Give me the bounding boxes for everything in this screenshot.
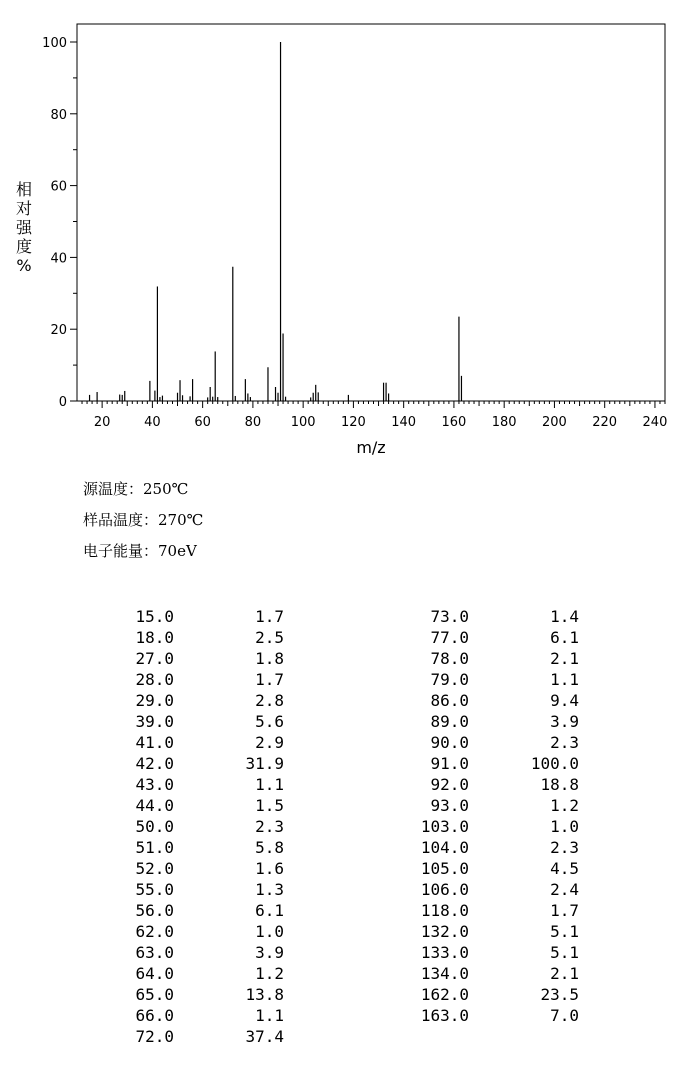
peak-mz: 44.0 — [135, 796, 174, 815]
y-tick-label-20: 20 — [50, 323, 67, 339]
x-axis-title: m/z — [356, 438, 386, 457]
peak-mz: 133.0 — [420, 943, 469, 962]
x-tick-label-100: 100 — [290, 415, 316, 430]
y-tick-label-40: 40 — [50, 251, 67, 267]
peak-mz: 28.0 — [135, 670, 174, 689]
peak-mz: 78.0 — [430, 649, 469, 668]
peak-abundance: 2.3 — [550, 733, 579, 752]
peak-abundance: 1.7 — [255, 670, 284, 689]
y-tick-label-80: 80 — [50, 107, 67, 123]
acquisition-conditions — [83, 474, 203, 567]
peak-abundance: 1.7 — [255, 607, 284, 626]
peak-abundance: 1.2 — [255, 964, 284, 983]
peak-mz: 91.0 — [430, 754, 469, 773]
peak-abundance: 5.8 — [255, 838, 284, 857]
peak-mz: 29.0 — [135, 691, 174, 710]
peak-abundance: 23.5 — [540, 985, 579, 1004]
peak-abundance: 2.8 — [255, 691, 284, 710]
peak-abundance: 2.3 — [550, 838, 579, 857]
peak-mz: 65.0 — [135, 985, 174, 1004]
peak-mz: 73.0 — [430, 607, 469, 626]
electron-energy-value: 70eV — [158, 542, 197, 560]
peak-abundance: 2.5 — [255, 628, 284, 647]
peak-mz: 42.0 — [135, 754, 174, 773]
peak-abundance: 2.1 — [550, 649, 579, 668]
electron-energy — [83, 536, 203, 567]
peak-mz: 66.0 — [135, 1006, 174, 1025]
peak-abundance: 1.1 — [255, 1006, 284, 1025]
x-tick-label-240: 240 — [642, 415, 668, 430]
peak-abundance: 2.1 — [550, 964, 579, 983]
peak-abundance: 100.0 — [530, 754, 579, 773]
peak-mz: 118.0 — [420, 901, 469, 920]
peak-mz: 15.0 — [135, 607, 174, 626]
peak-abundance: 4.5 — [550, 859, 579, 878]
peak-mz: 106.0 — [420, 880, 469, 899]
peak-abundance: 2.4 — [550, 880, 579, 899]
peak-mz: 55.0 — [135, 880, 174, 899]
peak-abundance: 2.3 — [255, 817, 284, 836]
peak-mz: 163.0 — [420, 1006, 469, 1025]
x-tick-label-60: 60 — [194, 415, 211, 430]
x-tick-label-140: 140 — [391, 415, 417, 430]
peak-abundance: 1.0 — [550, 817, 579, 836]
peak-abundance: 3.9 — [550, 712, 579, 731]
peak-mz: 51.0 — [135, 838, 174, 857]
peak-abundance: 1.6 — [255, 859, 284, 878]
x-tick-label-120: 120 — [340, 415, 366, 430]
peak-abundance: 2.9 — [255, 733, 284, 752]
peak-mz: 50.0 — [135, 817, 174, 836]
peak-mz: 162.0 — [420, 985, 469, 1004]
peak-mz: 64.0 — [135, 964, 174, 983]
peak-mz: 62.0 — [135, 922, 174, 941]
peak-mz: 56.0 — [135, 901, 174, 920]
x-tick-label-220: 220 — [592, 415, 618, 430]
peak-abundance: 1.1 — [255, 775, 284, 794]
y-tick-label-60: 60 — [50, 179, 67, 195]
x-tick-label-20: 20 — [93, 415, 111, 430]
peak-mz: 43.0 — [135, 775, 174, 794]
peak-mz: 41.0 — [135, 733, 174, 752]
x-axis-ticks — [82, 401, 667, 430]
x-tick-label-200: 200 — [542, 415, 567, 430]
peak-mz: 134.0 — [420, 964, 469, 983]
peak-mz: 18.0 — [135, 628, 174, 647]
electron-energy-label: 电子能量： — [83, 542, 159, 560]
sample-temperature-value: 270℃ — [158, 511, 204, 529]
source-temperature-value: 250℃ — [143, 480, 189, 498]
peak-mz: 132.0 — [420, 922, 469, 941]
sample-temperature — [83, 505, 203, 536]
source-temperature-label: 源温度： — [83, 480, 144, 498]
peak-mz: 89.0 — [430, 712, 469, 731]
peak-mz: 90.0 — [430, 733, 469, 752]
peak-abundance: 13.8 — [245, 985, 284, 1004]
peak-mz: 92.0 — [430, 775, 469, 794]
peak-abundance: 18.8 — [540, 775, 579, 794]
sample-temperature-label: 样品温度： — [83, 511, 159, 529]
peak-abundance: 1.2 — [550, 796, 579, 815]
peak-abundance: 37.4 — [245, 1027, 284, 1046]
y-axis-title: 相对强度% — [15, 180, 33, 275]
peak-mz: 86.0 — [430, 691, 469, 710]
spectrum-bars — [90, 42, 462, 401]
peak-abundance: 6.1 — [255, 901, 284, 920]
peak-abundance: 1.7 — [550, 901, 579, 920]
x-tick-label-160: 160 — [441, 415, 467, 430]
plot-frame — [77, 24, 665, 401]
x-tick-label-80: 80 — [244, 415, 262, 430]
peak-mz: 77.0 — [430, 628, 469, 647]
peak-abundance: 1.3 — [255, 880, 284, 899]
peak-mz: 63.0 — [135, 943, 174, 962]
peak-mz: 27.0 — [135, 649, 174, 668]
y-tick-label-100: 100 — [42, 36, 67, 51]
peak-abundance: 7.0 — [550, 1006, 579, 1025]
y-axis-ticks — [42, 36, 77, 410]
peak-abundance: 5.6 — [255, 712, 284, 731]
peak-abundance: 9.4 — [550, 691, 579, 710]
peak-abundance: 1.0 — [255, 922, 284, 941]
peak-abundance: 1.4 — [550, 607, 579, 626]
peak-mz: 93.0 — [430, 796, 469, 815]
peak-mz: 104.0 — [420, 838, 469, 857]
peak-mz: 72.0 — [135, 1027, 174, 1046]
peak-abundance: 1.8 — [255, 649, 284, 668]
source-temperature — [83, 474, 203, 505]
mass-spectrum-chart — [0, 0, 686, 470]
y-tick-label-0: 0 — [58, 395, 67, 410]
peak-abundance: 31.9 — [245, 754, 284, 773]
peak-abundance: 3.9 — [255, 943, 284, 962]
peak-mz: 103.0 — [420, 817, 469, 836]
peak-mz: 79.0 — [430, 670, 469, 689]
peak-mz: 105.0 — [420, 859, 469, 878]
x-tick-label-180: 180 — [491, 415, 517, 430]
peak-mz: 52.0 — [135, 859, 174, 878]
peak-abundance: 1.5 — [255, 796, 284, 815]
peak-abundance: 1.1 — [550, 670, 579, 689]
peak-abundance: 5.1 — [550, 943, 579, 962]
peak-abundance: 6.1 — [550, 628, 579, 647]
peak-mz: 39.0 — [135, 712, 174, 731]
peak-abundance: 5.1 — [550, 922, 579, 941]
x-tick-label-40: 40 — [144, 415, 161, 430]
